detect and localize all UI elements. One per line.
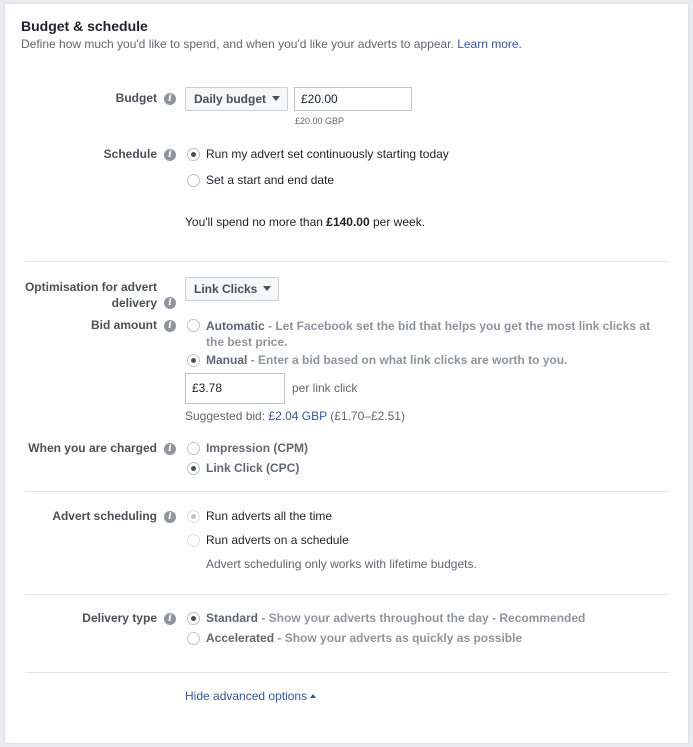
bid-manual-title: Manual <box>206 353 248 367</box>
optimisation-info-icon[interactable]: i <box>164 297 176 309</box>
bid-per-unit: per link click <box>292 381 358 395</box>
bid-manual-radio[interactable] <box>187 354 200 367</box>
delivery-standard-radio[interactable] <box>187 612 200 625</box>
budget-type-selected: Daily budget <box>194 92 267 106</box>
bid-automatic-option[interactable] <box>206 318 650 350</box>
section-title: Budget & schedule <box>21 18 148 34</box>
delivery-accelerated-desc: - Show your adverts as quickly as possible <box>274 631 523 645</box>
budget-label: Budget <box>115 91 157 105</box>
advert-scheduling-note: Advert scheduling only works with lifetime budgets. <box>206 557 477 571</box>
delivery-accelerated-title: Accelerated <box>206 631 275 645</box>
optimisation-dropdown[interactable] <box>185 277 279 301</box>
delivery-type-label: Delivery type <box>82 611 157 625</box>
delivery-standard-desc: - Show your adverts throughout the day - Recommended <box>258 611 586 625</box>
charged-info-icon[interactable]: i <box>164 443 176 455</box>
schedule-dates-label[interactable]: Set a start and end date <box>206 173 335 187</box>
budget-type-dropdown[interactable] <box>185 87 288 111</box>
weekly-spend-prefix: You'll spend no more than <box>185 215 327 229</box>
advert-scheduling-info-icon[interactable]: i <box>164 511 176 523</box>
delivery-standard-title: Standard <box>206 611 259 625</box>
bid-automatic-title: Automatic <box>206 319 265 333</box>
advert-all-time-radio[interactable] <box>187 510 200 523</box>
charged-impression-radio[interactable] <box>187 442 200 455</box>
suggested-bid-value[interactable]: £2.04 GBP <box>268 409 327 423</box>
schedule-info-icon[interactable]: i <box>164 149 176 161</box>
budget-info-icon[interactable]: i <box>164 93 176 105</box>
section-subtitle-text: Define how much you'd like to spend, and when you'd like your adverts to appear. <box>21 37 454 51</box>
delivery-standard-option[interactable] <box>206 611 585 625</box>
bid-amount-input[interactable]: £3.78 <box>185 373 285 404</box>
bid-automatic-radio[interactable] <box>187 319 200 332</box>
delivery-accelerated-radio[interactable] <box>187 632 200 645</box>
weekly-spend-suffix: per week. <box>369 215 426 229</box>
suggested-bid-range: (£1.70–£2.51) <box>326 409 405 423</box>
charged-click-label[interactable]: Link Click (CPC) <box>206 461 300 475</box>
delivery-type-info-icon[interactable]: i <box>164 613 176 625</box>
chevron-up-icon <box>310 694 316 698</box>
learn-more-link[interactable]: Learn more. <box>457 37 522 51</box>
budget-schedule-panel <box>4 3 689 744</box>
bid-automatic-desc-line2: the best price. <box>206 335 288 349</box>
advert-on-schedule-label[interactable]: Run adverts on a schedule <box>206 533 349 547</box>
optimisation-label-line1: Optimisation for advert <box>24 280 157 294</box>
bid-manual-desc: - Enter a bid based on what link clicks are worth to you. <box>247 353 568 367</box>
advert-scheduling-label: Advert scheduling <box>52 509 157 523</box>
budget-amount-note: £20.00 GBP <box>295 116 345 126</box>
divider <box>25 672 669 673</box>
optimisation-selected: Link Clicks <box>194 282 258 296</box>
bid-amount-info-icon[interactable]: i <box>164 320 176 332</box>
hide-advanced-options-label: Hide advanced options <box>185 689 308 703</box>
chevron-down-icon <box>263 286 271 291</box>
charged-label: When you are charged <box>28 441 157 455</box>
suggested-bid <box>185 409 405 423</box>
section-subtitle <box>21 37 522 51</box>
optimisation-label-line2: delivery <box>111 296 157 310</box>
weekly-spend-note <box>185 215 425 229</box>
schedule-dates-radio[interactable] <box>187 174 200 187</box>
delivery-accelerated-option[interactable] <box>206 631 522 645</box>
hide-advanced-options-link[interactable] <box>185 689 316 703</box>
weekly-spend-amount: £140.00 <box>326 215 370 229</box>
schedule-label: Schedule <box>103 147 157 161</box>
charged-impression-label[interactable]: Impression (CPM) <box>206 441 309 455</box>
bid-amount-label: Bid amount <box>91 318 157 332</box>
bid-manual-option[interactable] <box>206 353 567 367</box>
charged-click-radio[interactable] <box>187 462 200 475</box>
divider <box>25 491 669 492</box>
bid-automatic-desc-line1: - Let Facebook set the bid that helps you get the most link clicks at <box>264 319 651 333</box>
advert-all-time-label[interactable]: Run adverts all the time <box>206 509 333 523</box>
schedule-continuous-radio[interactable] <box>187 148 200 161</box>
schedule-continuous-label[interactable]: Run my advert set continuously starting today <box>206 147 449 161</box>
budget-amount-input[interactable]: £20.00 <box>294 87 412 111</box>
divider <box>25 594 669 595</box>
advert-on-schedule-radio[interactable] <box>187 534 200 547</box>
chevron-down-icon <box>272 96 280 101</box>
optimisation-label <box>25 279 157 311</box>
divider <box>25 261 669 262</box>
suggested-bid-prefix: Suggested bid: <box>185 409 269 423</box>
